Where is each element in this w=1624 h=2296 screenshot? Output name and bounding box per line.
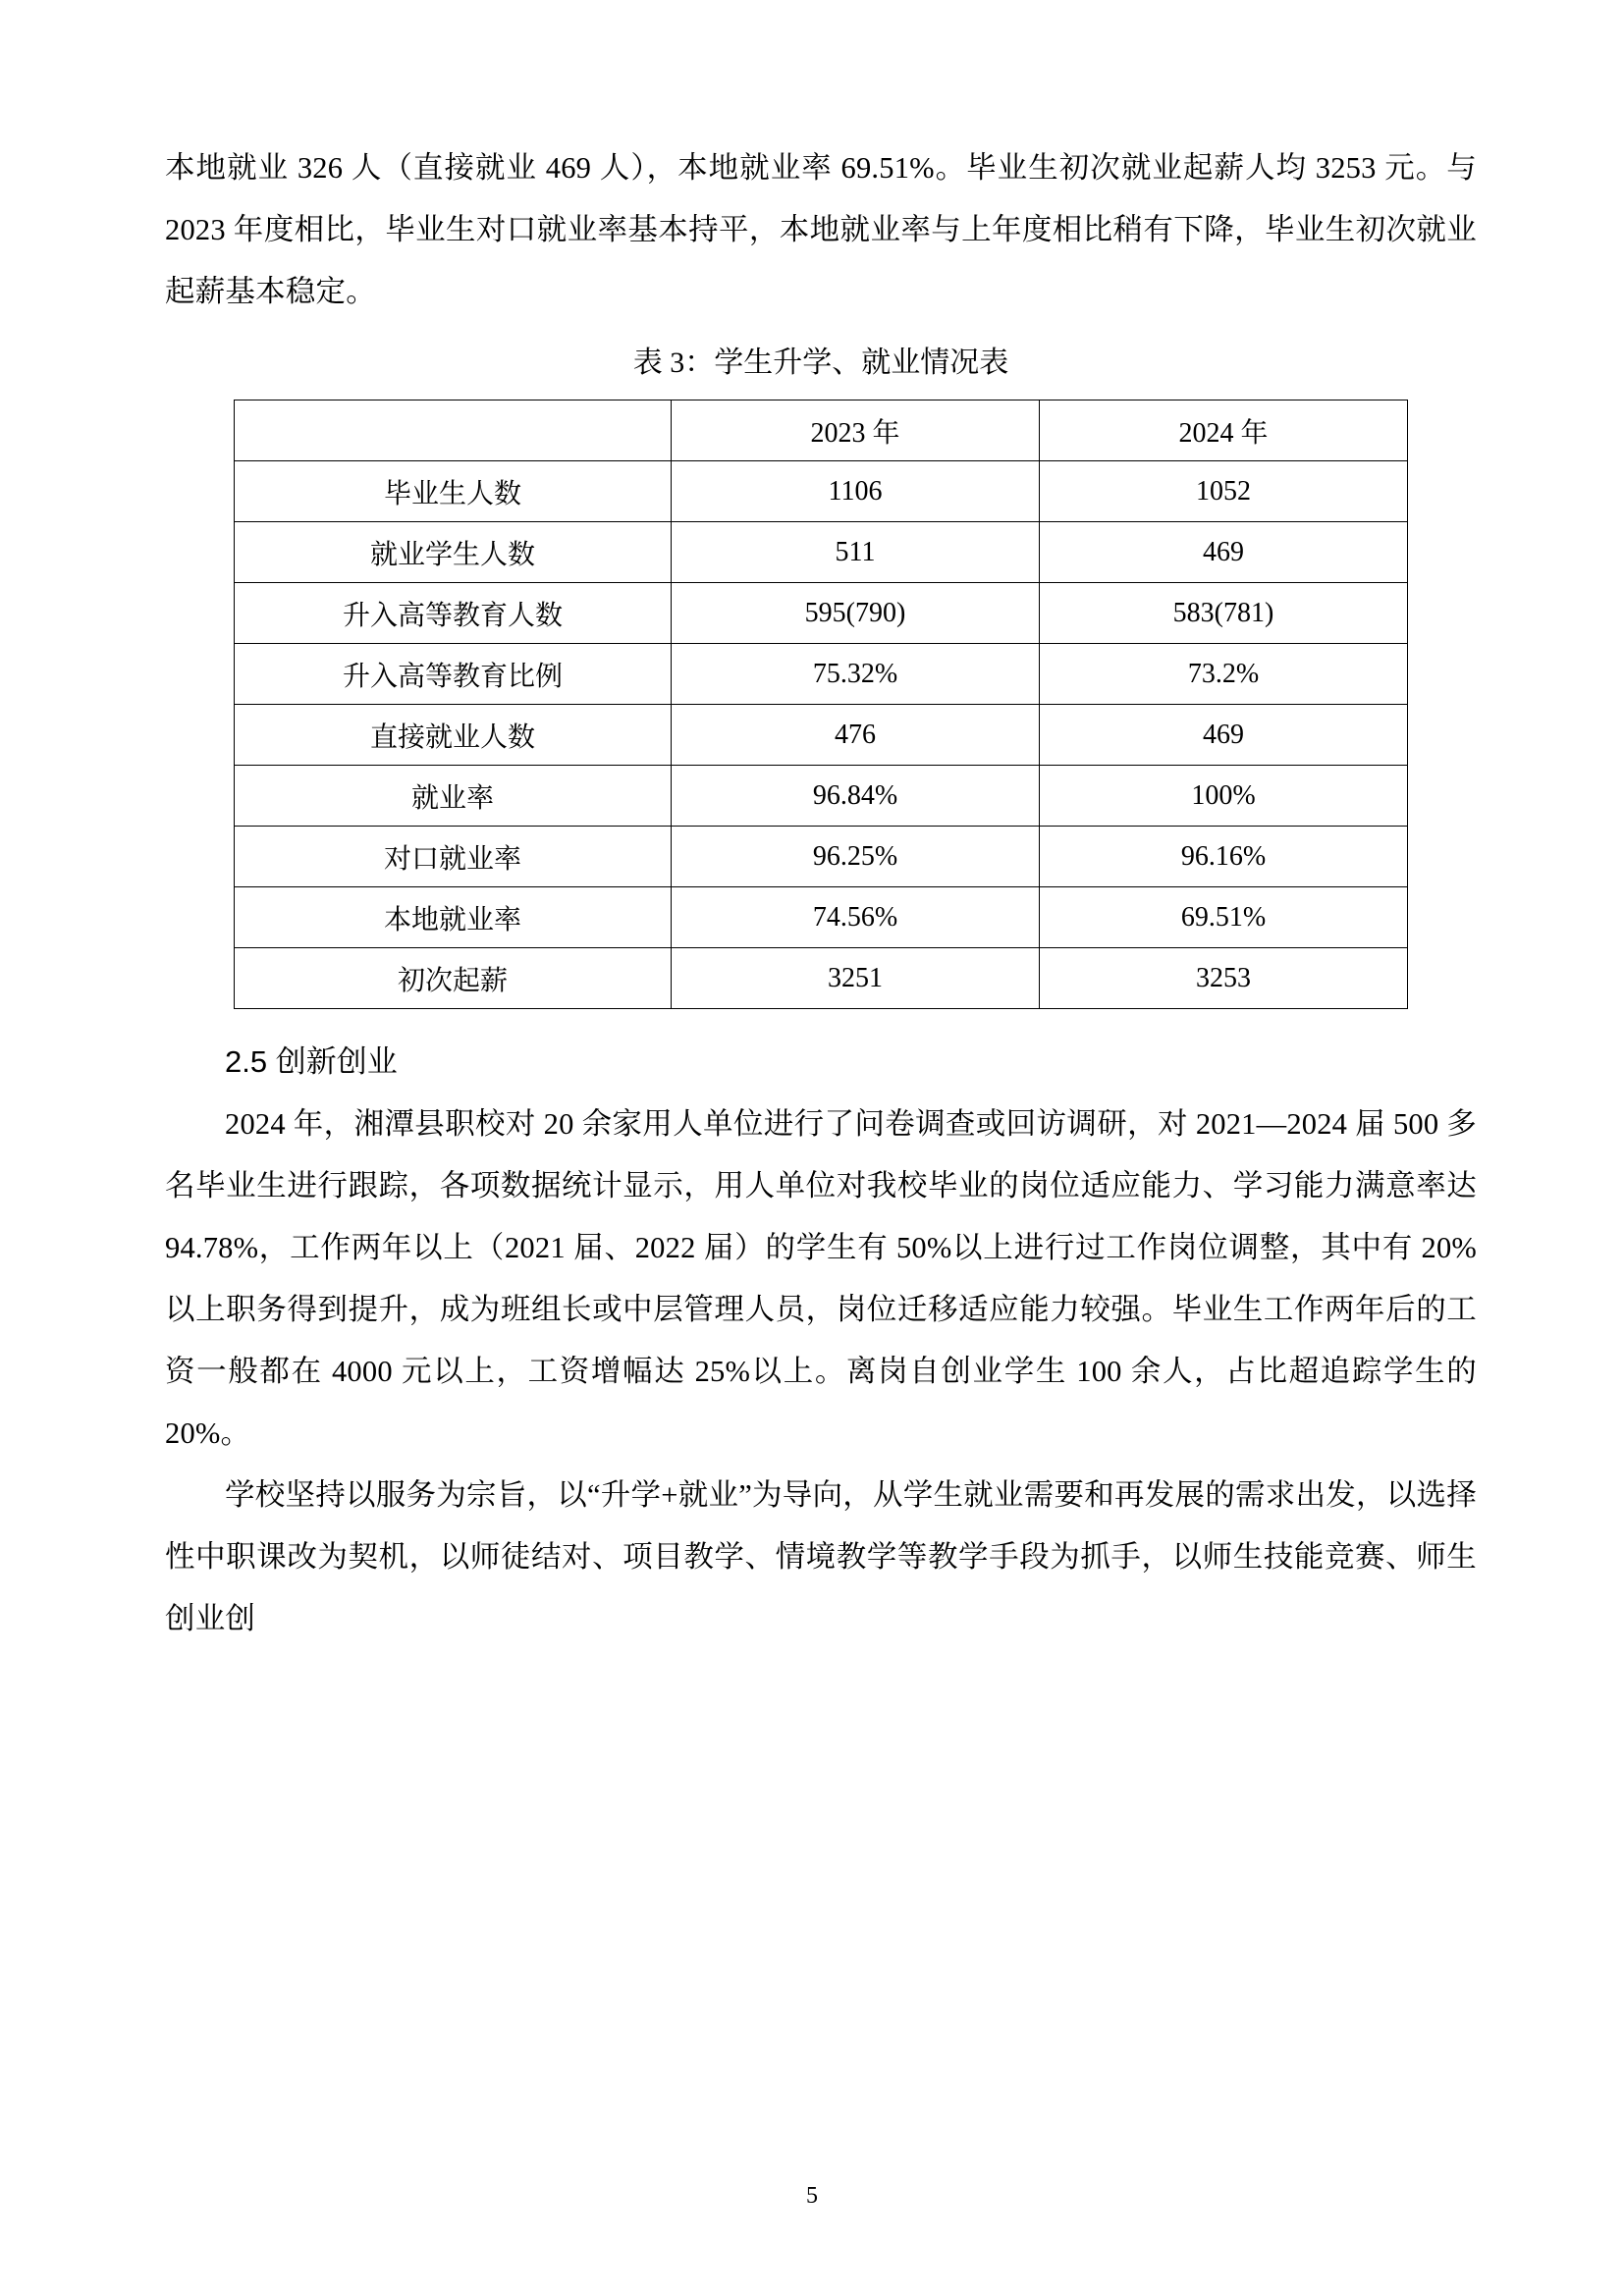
table-header-row	[235, 400, 1408, 461]
table-cell-2024: 73.2%	[1040, 644, 1408, 705]
paragraph-survey-results: 2024 年，湘潭县职校对 20 余家用人单位进行了问卷调查或回访调研，对 2021—2024 届 500 多名毕业生进行跟踪，各项数据统计显示，用人单位对我校毕业的岗位适应能力、学习能力满意率达 94.78%，工作两年以上（2021 届、2022 届）的学生有 50%以上进行过工作岗位调整，其中有 20%以上职务得到提升，成为班组长或中层管理人员，岗位迁移适应能力较强。毕业生工作两年后的工资一般都在 4000 元以上，工资增幅达 25%以上。离岗自创业学生 100 余人，占比超追踪学生的 20%。	[165, 1107, 1477, 1450]
table-row	[235, 644, 1408, 705]
table-cell-2024: 469	[1040, 522, 1408, 583]
table-cell-label: 直接就业人数	[235, 705, 672, 766]
table-bottom-spacer	[165, 1009, 1477, 1017]
table-cell-2023: 3251	[672, 948, 1040, 1009]
table-cell-2024: 469	[1040, 705, 1408, 766]
table-cell-2023: 1106	[672, 461, 1040, 522]
table-cell-label: 升入高等教育人数	[235, 583, 672, 644]
page-number: 5	[806, 2183, 818, 2209]
table-row	[235, 948, 1408, 1009]
table-cell-label: 毕业生人数	[235, 461, 672, 522]
table-cell-label: 升入高等教育比例	[235, 644, 672, 705]
table-cell-2024: 100%	[1040, 766, 1408, 827]
table-cell-2024: 3253	[1040, 948, 1408, 1009]
table-cell-label: 就业率	[235, 766, 672, 827]
table-cell-2023: 74.56%	[672, 887, 1040, 948]
table-row	[235, 705, 1408, 766]
table-cell-2023: 595(790)	[672, 583, 1040, 644]
table-header-cell-2023: 2023 年	[672, 400, 1040, 461]
table-row	[235, 522, 1408, 583]
table-cell-label: 就业学生人数	[235, 522, 672, 583]
table-row	[235, 583, 1408, 644]
table-row	[235, 461, 1408, 522]
table-row	[235, 827, 1408, 887]
table-cell-2023: 75.32%	[672, 644, 1040, 705]
table-cell-label: 对口就业率	[235, 827, 672, 887]
table-cell-label: 本地就业率	[235, 887, 672, 948]
table-cell-2024: 1052	[1040, 461, 1408, 522]
table-cell-2024: 583(781)	[1040, 583, 1408, 644]
table-caption: 表 3：学生升学、就业情况表	[632, 347, 1009, 379]
table-cell-2023: 96.25%	[672, 827, 1040, 887]
section-heading-innovation: 2.5 创新创业	[225, 1044, 398, 1079]
table-header-cell-blank	[235, 400, 672, 461]
table-cell-2024: 96.16%	[1040, 827, 1408, 887]
table-cell-2024: 69.51%	[1040, 887, 1408, 948]
table-row	[235, 766, 1408, 827]
table-cell-2023: 96.84%	[672, 766, 1040, 827]
paragraph-school-philosophy: 学校坚持以服务为宗旨，以“升学+就业”为导向，从学生就业需要和再发展的需求出发，以选择性中职课改为契机，以师徒结对、项目教学、情境教学等教学手段为抓手，以师生技能竞赛、师生创业创	[165, 1478, 1477, 1635]
table-row	[235, 887, 1408, 948]
table-cell-2023: 511	[672, 522, 1040, 583]
paragraph-employment-summary: 本地就业 326 人（直接就业 469 人），本地就业率 69.51%。毕业生初次就业起薪人均 3253 元。与 2023 年度相比，毕业生对口就业率基本持平，本地就业率与上年度相比稍有下降，毕业生初次就业起薪基本稳定。	[165, 151, 1477, 308]
table-header-cell-2024: 2024 年	[1040, 400, 1408, 461]
table-cell-2023: 476	[672, 705, 1040, 766]
student-employment-table	[234, 400, 1408, 1009]
table-cell-label: 初次起薪	[235, 948, 672, 1009]
